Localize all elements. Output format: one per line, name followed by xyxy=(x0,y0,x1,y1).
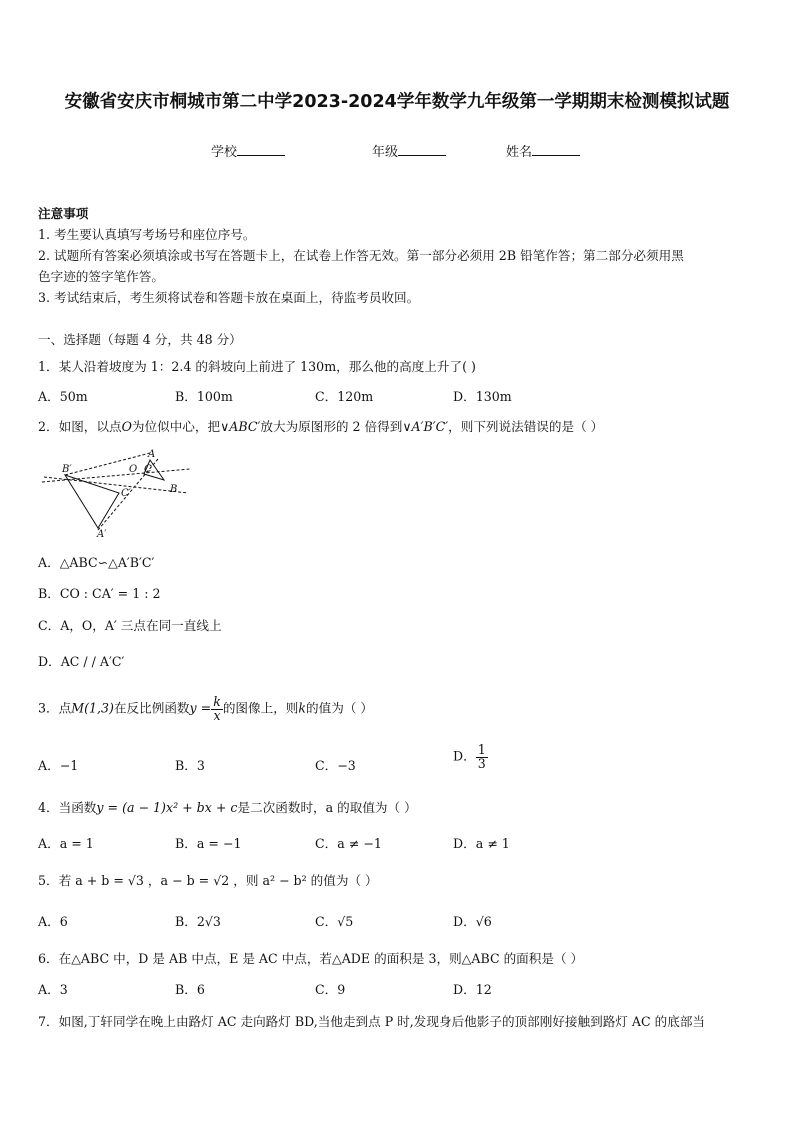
q6-option-a[interactable]: A．3 xyxy=(38,982,68,997)
q3-option-a[interactable]: A．−1 xyxy=(38,758,79,773)
label-c: C xyxy=(144,464,152,475)
q3-stem-part: 的图像上，则 xyxy=(222,700,299,716)
question-7-stem: 7．如图,丁轩同学在晚上由路灯 AC 走向路灯 BD,当他走到点 P 时,发现身后他影子的顶部刚好接触到路灯 AC 的底部当 xyxy=(38,1014,706,1029)
label-a: A xyxy=(148,449,156,460)
question-4-stem xyxy=(38,797,417,816)
q1-option-d[interactable]: D．130m xyxy=(453,389,512,404)
q3-option-d-numerator: 1 xyxy=(477,742,486,757)
q5-option-b[interactable]: B．2√3 xyxy=(175,914,221,929)
q2-stem-part: 为位似中心，把 xyxy=(131,419,221,434)
grade-blank[interactable] xyxy=(398,143,446,156)
question-6-stem: 6．在△ABC 中，D 是 AB 中点，E 是 AC 中点，若△ADE 的面积是 3，则△ABC 的面积是（ ） xyxy=(38,951,584,966)
q4-stem-part: 是二次函数时，a 的取值为（ ） xyxy=(237,800,417,815)
q2-option-b[interactable]: B．CO : CA′ = 1 : 2 xyxy=(38,586,161,601)
exam-title: 安徽省安庆市桐城市第二中学2023-2024学年数学九年级第一学期期末检测模拟试题 xyxy=(64,92,730,112)
question-1-stem: 1．某人沿着坡度为 1：2.4 的斜坡向上前进了 130m，那么他的高度上升了( ) xyxy=(38,359,476,374)
q3-stem-part: 的值为（ ） xyxy=(306,700,374,716)
q4-stem-part: 4．当函数 xyxy=(38,800,97,815)
q3-option-d-fraction xyxy=(476,744,488,770)
q3-option-d[interactable] xyxy=(453,744,488,770)
school-label: 学校 xyxy=(211,145,238,160)
q6-option-b[interactable]: B．6 xyxy=(175,982,205,997)
dashed-line xyxy=(44,477,188,493)
school-field[interactable] xyxy=(211,141,285,160)
q2-figure xyxy=(40,445,200,549)
q2-option-d[interactable]: D．AC / / A′C′ xyxy=(38,654,125,669)
q1-option-a[interactable]: A．50m xyxy=(38,389,88,404)
q5-option-d[interactable]: D．√6 xyxy=(453,914,492,929)
q5-option-a[interactable]: A．6 xyxy=(38,914,68,929)
label-o: O xyxy=(129,464,138,475)
notice-item: 1. 考生要认真填写考场号和座位序号。 xyxy=(38,227,256,242)
q3-stem-part: 3．点 xyxy=(38,700,72,716)
q3-fraction xyxy=(211,696,223,722)
question-5-stem: 5．若 a + b = √3 ，a − b = √2 ，则 a² − b² 的值为（ ） xyxy=(38,873,378,888)
q6-option-c[interactable]: C．9 xyxy=(315,982,346,997)
grade-label: 年级 xyxy=(372,145,399,160)
q2-triangle-1: ∨ABC′ xyxy=(220,419,261,434)
label-a-prime: A′ xyxy=(97,529,107,540)
q4-expression: y = (a − 1)x² + bx + c xyxy=(96,800,238,815)
name-label: 姓名 xyxy=(506,145,533,160)
q2-point-o: O xyxy=(121,419,132,434)
q1-option-c[interactable]: C．120m xyxy=(315,389,374,404)
q5-option-c[interactable]: C．√5 xyxy=(315,914,354,929)
q3-point: M(1,3) xyxy=(71,700,114,716)
triangle-a-prime-b-prime-c-prime xyxy=(65,475,119,528)
question-2-stem xyxy=(38,416,603,435)
q3-option-b[interactable]: B．3 xyxy=(175,758,205,773)
q2-stem-part: 放大为原图形的 2 倍得到 xyxy=(260,419,403,434)
name-field[interactable] xyxy=(506,141,580,160)
q3-k: k xyxy=(298,700,307,716)
question-3-stem xyxy=(38,696,373,722)
notice-item: 3. 考试结束后，考生须将试卷和答题卡放在桌面上，待监考员收回。 xyxy=(38,290,420,305)
label-c-prime: C′ xyxy=(121,488,131,499)
q3-option-d-label: D． xyxy=(453,748,476,764)
q2-triangle-2: ∨A′B′C′ xyxy=(402,419,449,434)
q3-fraction-denominator: x xyxy=(213,707,221,723)
notice-item: 2. 试题所有答案必须填涂或书写在答题卡上，在试卷上作答无效。第一部分必须用 2B 铅笔作答；第二部分必须用黑 xyxy=(38,248,684,263)
homothety-diagram xyxy=(40,445,200,545)
notice-item: 色字迹的签字笔作答。 xyxy=(38,269,164,284)
q6-option-d[interactable]: D．12 xyxy=(453,982,492,997)
q3-option-d-denominator: 3 xyxy=(477,755,486,771)
q2-option-a[interactable]: A．△ABC∽△A′B′C′ xyxy=(38,555,155,570)
q3-stem-part: 在反比例函数 xyxy=(113,700,190,716)
dashed-line xyxy=(65,453,150,475)
q2-option-c[interactable]: C．A，O，A′ 三点在同一直线上 xyxy=(38,618,222,633)
q4-option-a[interactable]: A．a = 1 xyxy=(38,836,94,851)
q1-option-b[interactable]: B．100m xyxy=(175,389,233,404)
q4-option-c[interactable]: C．a ≠ −1 xyxy=(315,836,382,851)
q4-option-b[interactable]: B．a = −1 xyxy=(175,836,242,851)
notice-heading: 注意事项 xyxy=(38,206,89,221)
label-b-prime: B′ xyxy=(62,464,72,475)
q3-fraction-numerator: k xyxy=(213,694,221,709)
q3-option-c[interactable]: C．−3 xyxy=(315,758,356,773)
grade-field[interactable] xyxy=(372,141,446,160)
q4-option-d[interactable]: D．a ≠ 1 xyxy=(453,836,510,851)
school-blank[interactable] xyxy=(237,143,285,156)
name-blank[interactable] xyxy=(532,143,580,156)
label-b: B xyxy=(170,484,178,495)
q2-stem-part: ，则下列说法错误的是（ ） xyxy=(448,419,604,434)
q3-function-lhs: y = xyxy=(189,700,212,716)
section-heading: 一、选择题（每题 4 分，共 48 分） xyxy=(38,332,242,347)
q2-stem-part: 2．如图，以点 xyxy=(38,419,122,434)
